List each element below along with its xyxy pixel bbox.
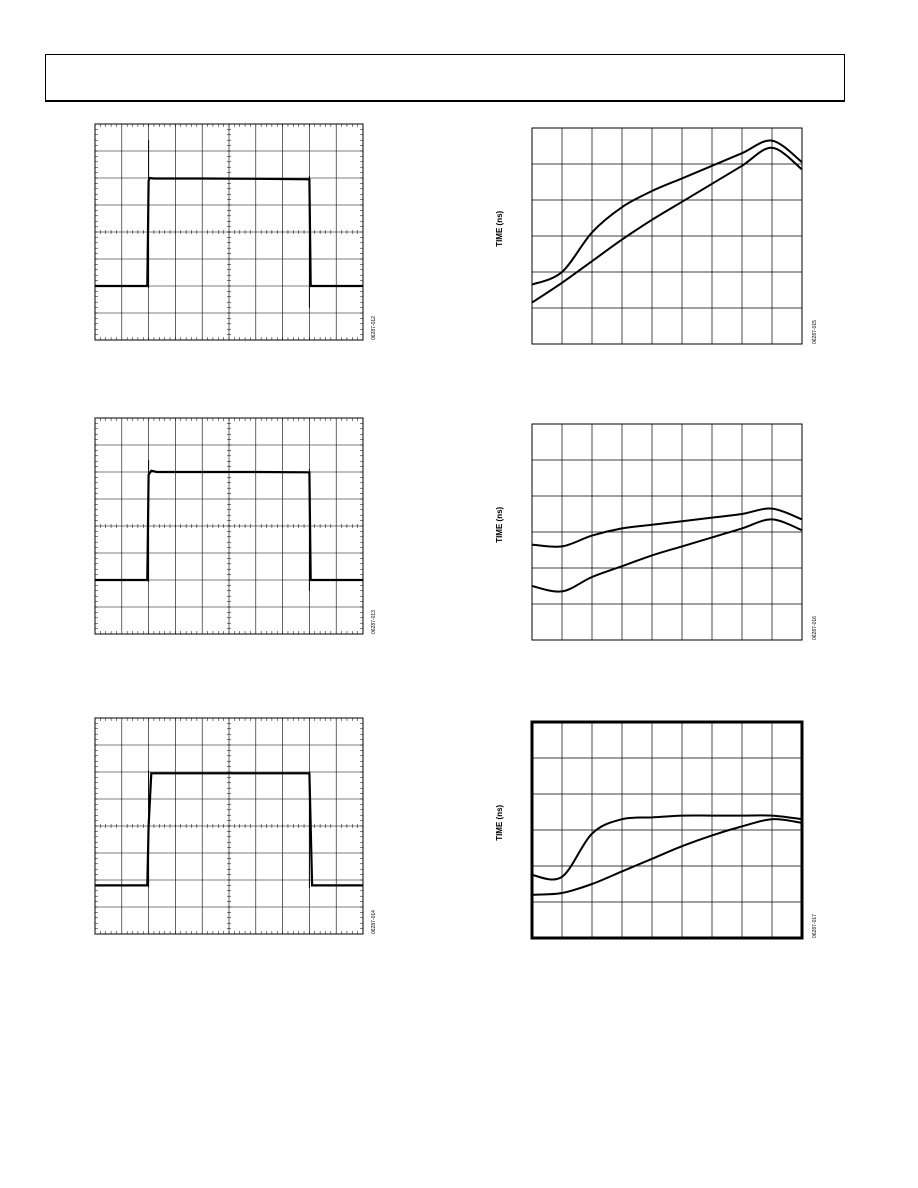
timing-figure-2 [490, 424, 830, 644]
scope-plot-2 [95, 418, 385, 638]
timing-figure-3 [490, 722, 830, 942]
scope-plot-3 [95, 718, 385, 938]
figure-id: 06287-017 [812, 914, 818, 938]
y-axis-label: TIME (ns) [495, 506, 504, 543]
scope-figure-2 [95, 418, 385, 638]
timing-plot-1 [490, 128, 830, 348]
scope-plot-1 [95, 124, 385, 344]
figure-id: 06287-014 [371, 910, 377, 934]
timing-plot-3 [490, 722, 830, 942]
figure-id: 06287-013 [371, 610, 377, 634]
scope-figure-3 [95, 718, 385, 938]
y-axis-label: TIME (ns) [495, 804, 504, 841]
figure-id: 06287-012 [371, 316, 377, 340]
figure-id: 06287-016 [812, 616, 818, 640]
timing-figure-1 [490, 128, 830, 348]
figure-id: 06287-015 [812, 320, 818, 344]
timing-plot-2 [490, 424, 830, 644]
scope-figure-1 [95, 124, 385, 344]
page-header-box [45, 54, 845, 102]
y-axis-label: TIME (ns) [495, 210, 504, 247]
